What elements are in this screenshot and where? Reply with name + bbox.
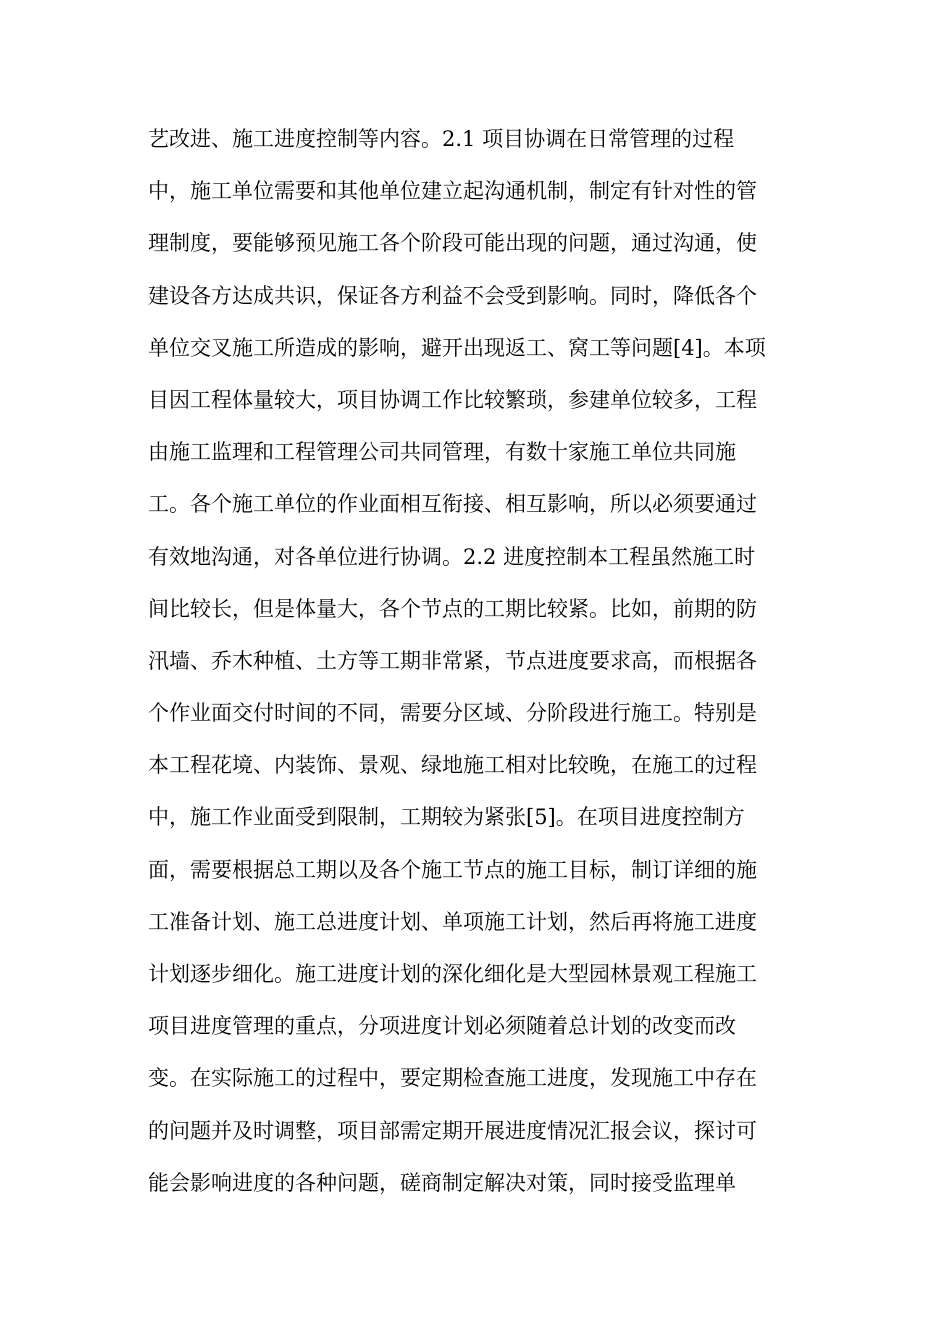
text-line: 艺改进、施工进度控制等内容。2.1 项目协调在日常管理的过程 <box>148 127 735 151</box>
text-line: 工准备计划、施工总进度计划、单项施工计划，然后再将施工进度 <box>148 909 757 934</box>
text-line: 由施工监理和工程管理公司共同管理，有数十家施工单位共同施 <box>148 440 736 465</box>
text-line: 的问题并及时调整，项目部需定期开展进度情况汇报会议，探讨可 <box>148 1118 757 1143</box>
text-line: 单位交叉施工所造成的影响，避开出现返工、窝工等问题[4]。本项 <box>148 335 766 360</box>
text-line: 建设各方达成共识，保证各方利益不会受到影响。同时，降低各个 <box>148 283 757 308</box>
text-line: 中，施工作业面受到限制，工期较为紧张[5]。在项目进度控制方 <box>148 805 745 830</box>
text-line: 变。在实际施工的过程中，要定期检查施工进度，发现施工中存在 <box>148 1066 757 1091</box>
text-line: 汛墙、乔木种植、土方等工期非常紧，节点进度要求高，而根据各 <box>148 648 757 673</box>
text-line: 能会影响进度的各种问题，磋商制定解决对策，同时接受监理单 <box>148 1170 736 1195</box>
text-line: 工。各个施工单位的作业面相互衔接、相互影响，所以必须要通过 <box>148 492 757 517</box>
text-line: 目因工程体量较大，项目协调工作比较繁琐，参建单位较多，工程 <box>148 387 757 412</box>
body-text <box>148 113 808 1209</box>
text-line: 中，施工单位需要和其他单位建立起沟通机制，制定有针对性的管 <box>148 179 757 204</box>
text-line: 理制度，要能够预见施工各个阶段可能出现的问题，通过沟通，使 <box>148 231 757 256</box>
text-line: 项目进度管理的重点，分项进度计划必须随着总计划的改变而改 <box>148 1014 736 1039</box>
text-line: 有效地沟通，对各单位进行协调。2.2 进度控制本工程虽然施工时 <box>148 544 756 569</box>
text-line: 面，需要根据总工期以及各个施工节点的施工目标，制订详细的施 <box>148 857 757 882</box>
text-line: 本工程花境、内装饰、景观、绿地施工相对比较晚，在施工的过程 <box>148 753 757 778</box>
text-line: 计划逐步细化。施工进度计划的深化细化是大型园林景观工程施工 <box>148 962 757 986</box>
text-line: 间比较长，但是体量大，各个节点的工期比较紧。比如，前期的防 <box>148 596 757 621</box>
text-line: 个作业面交付时间的不同，需要分区域、分阶段进行施工。特别是 <box>148 701 757 726</box>
